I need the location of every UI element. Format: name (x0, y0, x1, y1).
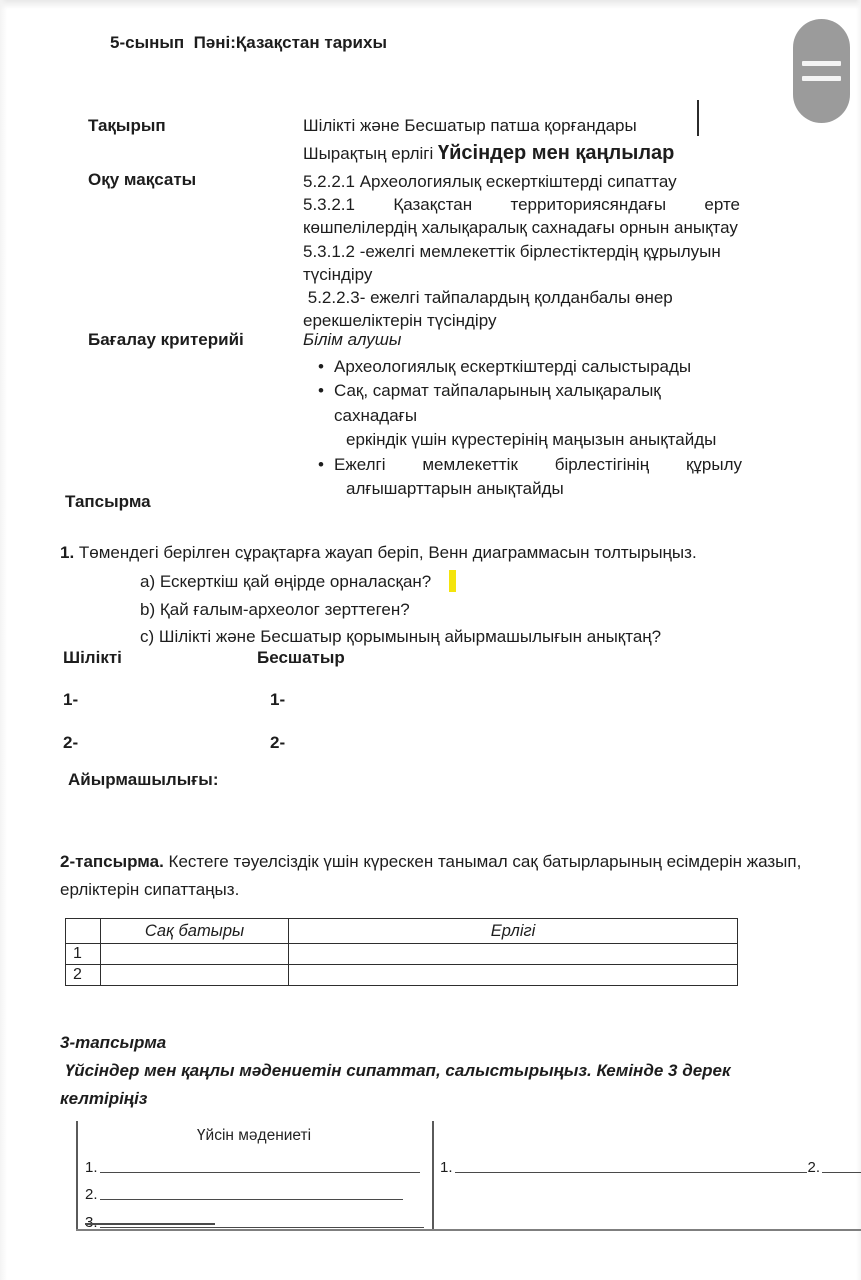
line-number: 2. (85, 1186, 98, 1203)
criteria-bullet-item (318, 355, 742, 379)
topic-label: Тақырып (88, 116, 166, 135)
criteria-text: Сақ, сармат тайпаларының халықаралық сахнадағы (334, 381, 661, 425)
table3-column-divider (432, 1121, 434, 1230)
topic-line-1: Шілікті және Бесшатыр патша қорғандары (303, 116, 637, 135)
page-left-edge-shadow (0, 0, 7, 1280)
venn-right-title: Бесшатыр (257, 648, 345, 667)
task1-text: Төмендегі берілген сұрақтарға жауап беріп, Венн диаграммасын толтырыңыз. (74, 543, 697, 562)
table-header-hero: Сақ батыры (101, 919, 289, 944)
criteria-text-continued: алғышарттарын анықтайды (346, 479, 564, 499)
bullet-icon: • (318, 454, 324, 474)
task3-text-line1: Үйсіндер мен қаңлы мәдениетін сипаттап, салыстырыңыз. Кемінде 3 дерек (60, 1061, 731, 1080)
fill-in-line (85, 1176, 424, 1204)
criteria-bullet-item (318, 379, 742, 428)
line-number: 1. (85, 1158, 98, 1176)
task2-instruction (60, 852, 801, 872)
blank-line (100, 1199, 403, 1200)
document-title: 5-сынып Пәні:Қазақстан тарихы (110, 33, 387, 52)
criteria-text: Ежелгі мемлекеттік бірлестігінің құрылу (334, 454, 742, 474)
fill-in-line (440, 1148, 861, 1176)
table3-left-header: Үйсін мәдениеті (196, 1127, 312, 1144)
blank-line-stub (85, 1211, 215, 1225)
topic-line-2-normal: Шырақтың ерлігі (303, 144, 438, 163)
row-number-cell: 1 (66, 944, 101, 965)
fill-in-line (85, 1148, 424, 1176)
topic-line-2-bold: Үйсіндер мен қаңлылар (438, 142, 675, 164)
table3-right-column (440, 1148, 861, 1176)
venn-right-item-2: 2- (270, 733, 286, 752)
venn-left-title: Шілікті (63, 648, 122, 667)
task1-number: 1. (60, 543, 75, 562)
tasks-section-heading: Тапсырма (65, 492, 151, 511)
page-top-edge-shadow (0, 0, 861, 9)
objectives-text (303, 170, 740, 332)
objective-line: 5.3.1.2 -ежелгі мемлекеттік бірлестіктердің құрылуын (303, 241, 721, 261)
table-header-empty (66, 919, 101, 944)
blank-line (100, 1227, 424, 1228)
blank-line (100, 1172, 420, 1173)
topic-line-2 (303, 142, 674, 165)
objectives-label: Оқу мақсаты (88, 170, 197, 189)
table-row (66, 965, 738, 986)
objective-line: 5.2.2.3- ежелгі тайпалардың қолданбалы өнер (303, 288, 673, 308)
page-right-edge-shadow (856, 0, 861, 1280)
venn-left-item-2: 2- (63, 733, 79, 752)
task2-text: Кестеге тәуелсіздік үшін күрескен танымал сақ батырларының есімдерін жазып, (163, 852, 802, 871)
bullet-icon: • (318, 381, 324, 401)
blank-line (455, 1172, 808, 1173)
floating-menu-button[interactable] (793, 19, 850, 123)
task3-text-line2: келтіріңіз (60, 1089, 148, 1108)
venn-right-item-1: 1- (270, 690, 286, 709)
line-number: 1. (440, 1158, 453, 1176)
table-header-row (66, 919, 738, 944)
table-header-deed: Ерлігі (289, 919, 738, 944)
yellow-highlight-mark (449, 570, 456, 592)
table-row (66, 944, 738, 965)
task1-instruction (60, 543, 697, 563)
venn-difference-label: Айырмашылығы: (68, 770, 219, 789)
blank-line (822, 1172, 861, 1173)
objective-line: ерекшеліктерін түсіндіру (303, 311, 497, 331)
line-number: 3. (85, 1213, 98, 1231)
criteria-text-continued: еркіндік үшін күрестерінің маңызын анықтайды (346, 430, 717, 450)
criteria-intro: Білім алушы (303, 330, 402, 349)
criteria-label: Бағалау критерийі (88, 330, 244, 349)
objective-line: 5.3.2.1 Қазақстан территориясяндағы ерте (303, 195, 740, 215)
task3-heading: 3-тапсырма (60, 1033, 167, 1052)
task2-instruction-line2: ерліктерін сипаттаңыз. (60, 880, 240, 899)
line-number: 2. (807, 1158, 820, 1176)
objective-line: 5.2.2.1 Археологиялық ескерткіштерді сипаттау (303, 172, 677, 191)
objective-line: көшпелілердің халықаралық сахнадағы орнын анықтау (303, 218, 738, 238)
task1-item-a: a) Ескерткіш қай өңірде орналасқан? (140, 572, 432, 591)
task2-number: 2-тапсырма. (60, 852, 164, 871)
objective-line: түсіндіру (303, 264, 373, 284)
venn-left-item-1: 1- (63, 690, 79, 709)
bullet-icon: • (318, 357, 324, 376)
criteria-text: Археологиялық ескерткіштерді салыстырады (334, 357, 692, 376)
criteria-bullet-item (318, 453, 742, 477)
hero-cell (101, 965, 289, 986)
task1-item-b: b) Қай ғалым-археолог зерттеген? (140, 600, 410, 619)
hero-cell (101, 944, 289, 965)
sak-heroes-table (65, 918, 738, 986)
criteria-list (318, 355, 742, 501)
text-caret-mark (697, 100, 699, 136)
deed-cell (289, 965, 738, 986)
deed-cell (289, 944, 738, 965)
task1-item-c: c) Шілікті және Бесшатыр қорымының айырмашылығын анықтаң? (140, 627, 662, 646)
row-number-cell: 2 (66, 965, 101, 986)
